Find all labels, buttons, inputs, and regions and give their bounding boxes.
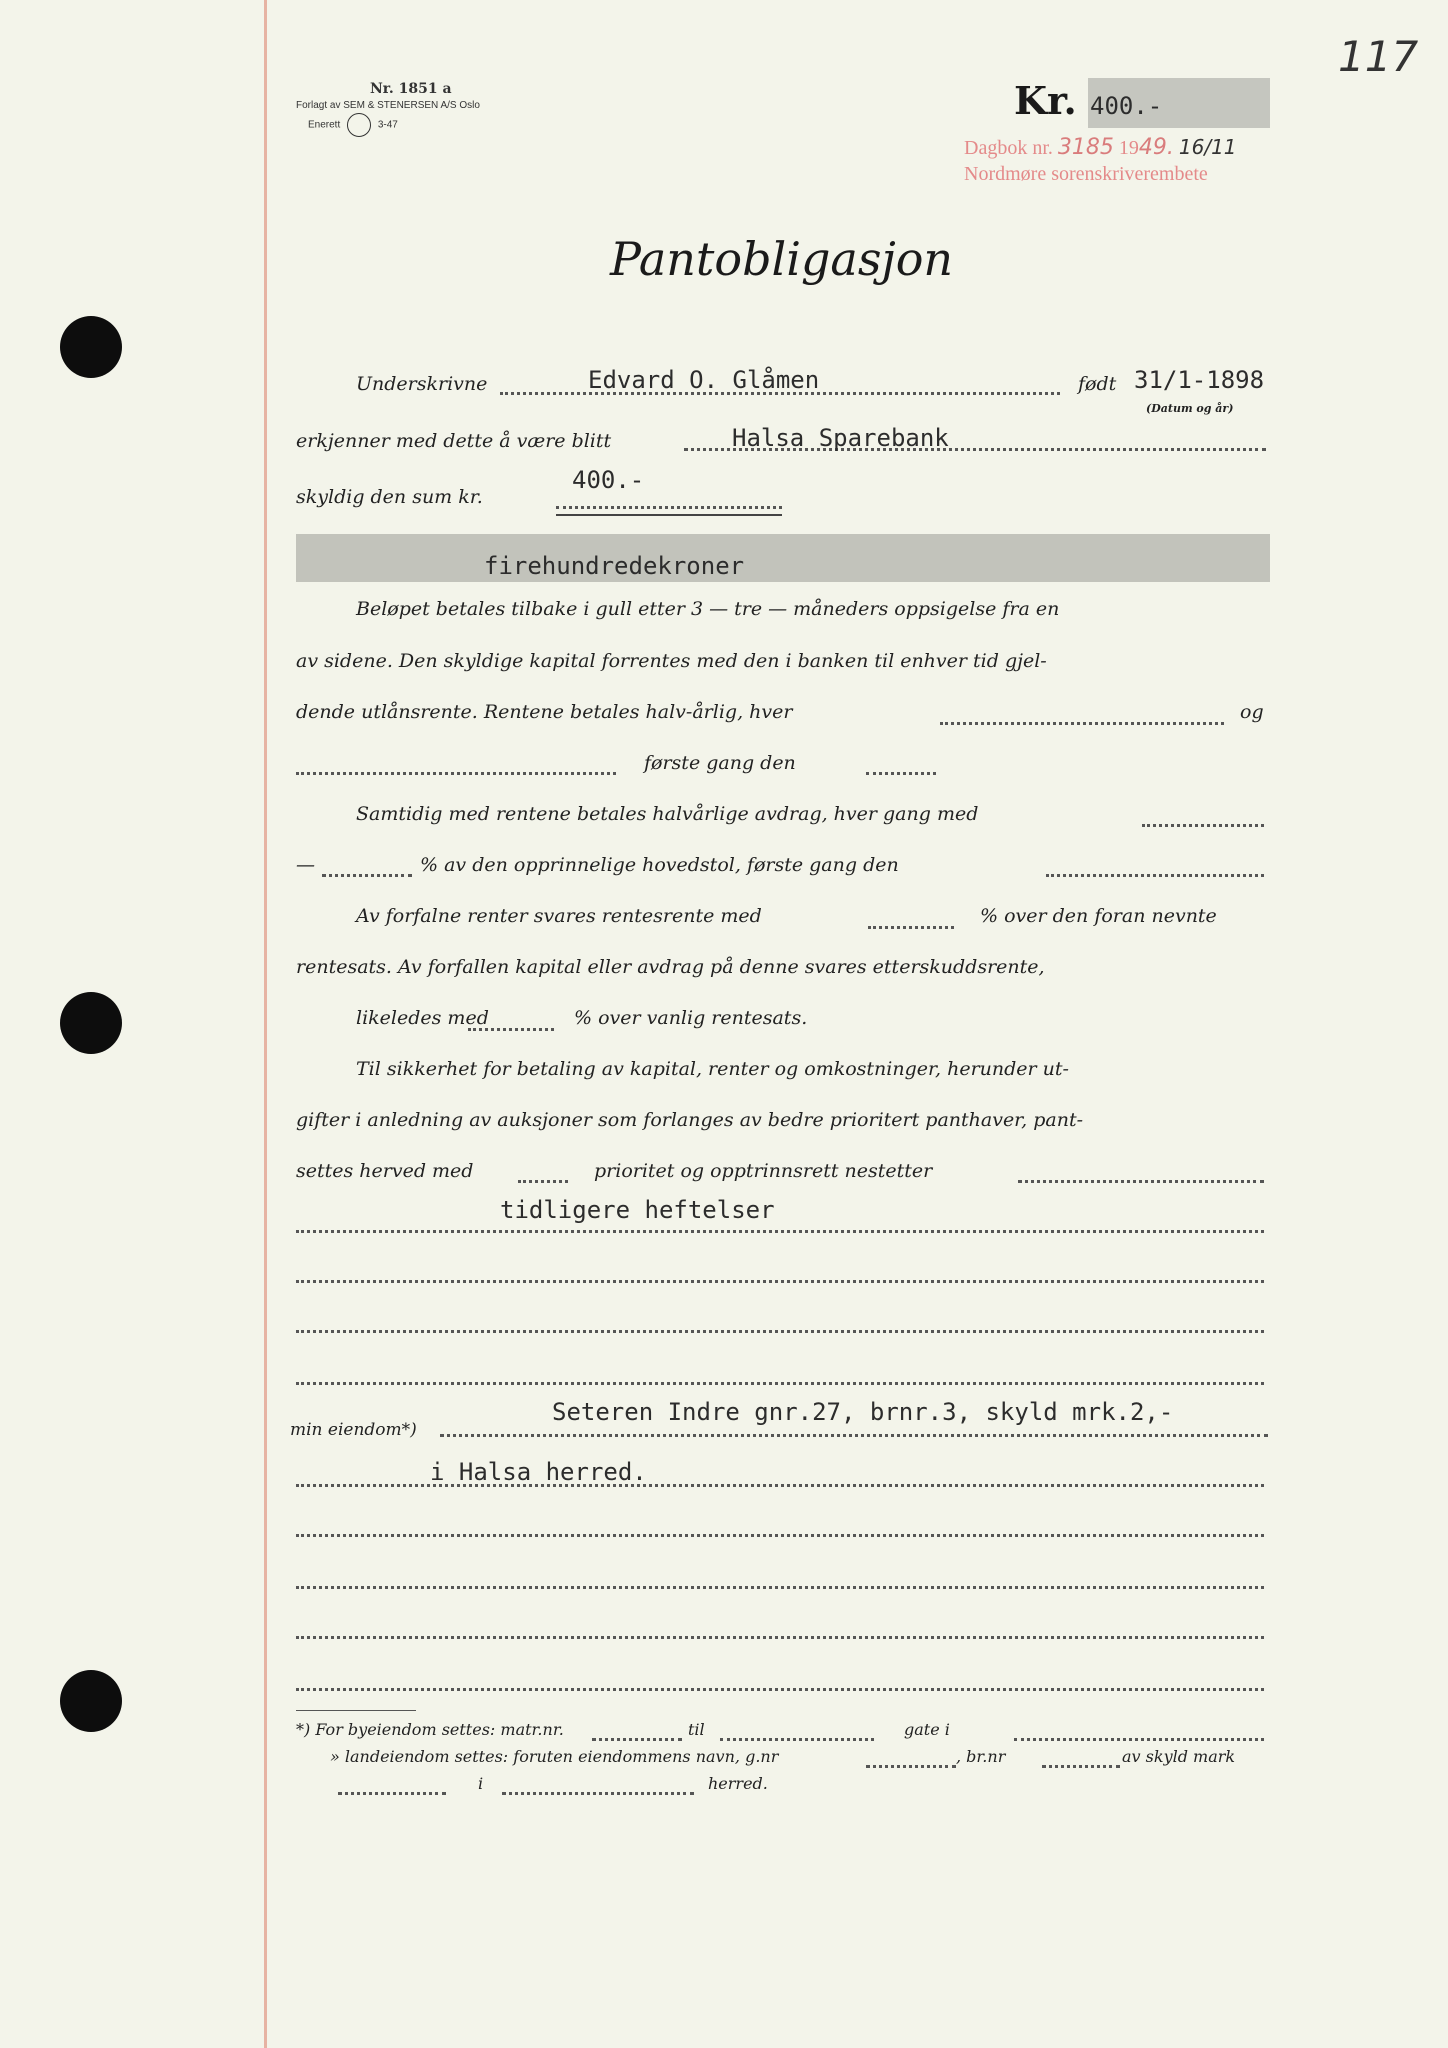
p3-line3b: % over vanlig rentesats. bbox=[574, 1007, 808, 1029]
sum-words-band bbox=[296, 534, 1270, 582]
first-date-value-dotted-line bbox=[866, 772, 936, 775]
footnote-line1c: gate i bbox=[904, 1720, 950, 1739]
punch-hole-bottom bbox=[60, 1670, 122, 1732]
footnote-matr-dots bbox=[592, 1738, 682, 1741]
dagbok-year-suffix: 49. bbox=[1138, 135, 1174, 160]
p1-line2: av sidene. Den skyldige kapital forrentes med den i banken til enhver tid gjel- bbox=[296, 650, 1047, 672]
dagbok-year-prefix: 19 bbox=[1118, 137, 1139, 159]
publisher-line: Forlagt av SEM & STENERSEN A/S Oslo bbox=[296, 100, 480, 111]
page-number: 117 bbox=[1338, 32, 1419, 81]
p4-line3: settes herved med bbox=[296, 1160, 474, 1182]
footnote-gate-dots bbox=[1014, 1738, 1264, 1741]
footnote-line3b: herred. bbox=[708, 1774, 768, 1793]
fodt-label: født bbox=[1078, 373, 1117, 395]
erkjenner-label: erkjenner med dette å være blitt bbox=[296, 430, 612, 452]
blank-line-8 bbox=[296, 1636, 1264, 1639]
skyldig-label: skyldig den sum kr. bbox=[296, 486, 483, 508]
p3-line1b: % over den foran nevnte bbox=[980, 905, 1217, 927]
kr-label: Kr. bbox=[1014, 78, 1077, 123]
blank-line-7 bbox=[296, 1586, 1264, 1589]
blank-line-9 bbox=[296, 1688, 1264, 1691]
punch-hole-top bbox=[60, 316, 122, 378]
publisher-date: 3-47 bbox=[377, 119, 398, 131]
p4-line2: gifter i anledning av auksjoner som forlanges av bedre prioritert panthaver, pant- bbox=[296, 1109, 1084, 1131]
p4-line1: Til sikkerhet for betaling av kapital, renter og omkostninger, herunder ut- bbox=[356, 1058, 1069, 1080]
footnote-rule bbox=[296, 1710, 416, 1711]
p1-line1: Beløpet betales tilbake i gull etter 3 — tre — måneders oppsigelse fra en bbox=[356, 598, 1060, 620]
sum-words: firehundredekroner bbox=[484, 552, 745, 580]
p3-line2: rentesats. Av forfallen kapital eller avdrag på denne svares etterskuddsrente, bbox=[296, 956, 1045, 978]
footnote-line1a: *) For byeiendom settes: matr.nr. bbox=[296, 1720, 564, 1739]
kr-value: 400.- bbox=[1090, 92, 1163, 120]
datum-note: (Datum og år) bbox=[1146, 402, 1234, 415]
p1-line4: første gang den bbox=[644, 752, 796, 774]
footnote-line3a: i bbox=[478, 1774, 484, 1793]
p3-line1: Av forfalne renter svares rentesrente med bbox=[356, 905, 762, 927]
p2-line2: % av den opprinnelige hovedstol, første gang den bbox=[420, 854, 899, 876]
percent-dotted-line bbox=[322, 874, 412, 877]
dagbok-stamp bbox=[964, 134, 1237, 187]
dagbok-date-note: 16/11 bbox=[1178, 135, 1237, 159]
footnote-til-dots bbox=[720, 1738, 874, 1741]
first-date-dotted-line-b bbox=[296, 772, 616, 775]
interest-date-dotted-line bbox=[940, 722, 1224, 725]
document-title: Pantobligasjon bbox=[610, 232, 954, 286]
footnote-i-dots bbox=[502, 1792, 694, 1795]
footnote-mark-dots bbox=[338, 1792, 446, 1795]
blank-line-4 bbox=[296, 1382, 1264, 1385]
underskrivne-value: Edvard O. Glåmen bbox=[588, 366, 820, 394]
eiendom-label: min eiendom*) bbox=[290, 1420, 417, 1440]
p2-dash: — bbox=[296, 854, 315, 876]
form-number: Nr. 1851 a bbox=[370, 81, 452, 97]
p3-line3: likeledes med bbox=[356, 1007, 489, 1029]
blank-line-5 bbox=[296, 1484, 1264, 1487]
footnote-brnr-dots bbox=[1042, 1765, 1120, 1768]
blank-line-1 bbox=[296, 1230, 1264, 1233]
footnote-line2c: av skyld mark bbox=[1122, 1747, 1236, 1766]
margin-line bbox=[264, 0, 267, 2048]
footnote-line1b: til bbox=[688, 1720, 705, 1739]
sum-underline bbox=[556, 514, 782, 516]
eiendom-value-line2: i Halsa herred. bbox=[430, 1458, 647, 1486]
publisher-logo-icon bbox=[347, 113, 371, 137]
stamp-office: Nordmøre sorenskriverembete bbox=[964, 163, 1208, 185]
p1-line3: dende utlånsrente. Rentene betales halv-årlig, hver bbox=[296, 701, 793, 723]
blank-line-2 bbox=[296, 1280, 1264, 1283]
installment-date-dotted-line bbox=[1046, 874, 1264, 877]
p1-line3-og: og bbox=[1240, 701, 1264, 723]
dagbok-number: 3185 bbox=[1057, 135, 1114, 160]
punch-hole-middle bbox=[60, 992, 122, 1054]
dagbok-label: Dagbok nr. bbox=[964, 137, 1053, 159]
nestetter-dotted-line bbox=[1018, 1180, 1264, 1183]
fodt-value: 31/1-1898 bbox=[1134, 366, 1265, 394]
creditor-value: Halsa Sparebank bbox=[732, 424, 949, 452]
sum-value: 400.- bbox=[572, 466, 645, 494]
rentesrente-dotted-line bbox=[868, 926, 954, 929]
publisher-enerett: Enerett bbox=[308, 119, 341, 131]
sum-dotted-line bbox=[556, 506, 782, 509]
footnote-line2a: » landeiendom settes: foruten eiendommens navn, g.nr bbox=[330, 1747, 779, 1766]
p2-line1: Samtidig med rentene betales halvårlige avdrag, hver gang med bbox=[356, 803, 979, 825]
prior-value: tidligere heftelser bbox=[500, 1196, 775, 1224]
publisher-block bbox=[296, 82, 480, 137]
eiendom-value: Seteren Indre gnr.27, brnr.3, skyld mrk.2,- bbox=[552, 1398, 1174, 1426]
footnote-line2b: , br.nr bbox=[956, 1747, 1006, 1766]
p4-line3b: prioritet og opptrinnsrett nestetter bbox=[594, 1160, 933, 1182]
priority-dotted-line bbox=[518, 1180, 568, 1183]
installment-dotted-line bbox=[1142, 824, 1264, 827]
underskrivne-label: Underskrivne bbox=[356, 373, 488, 395]
etterskudd-dotted-line bbox=[468, 1028, 554, 1031]
eiendom-dotted-line bbox=[440, 1434, 1268, 1437]
blank-line-3 bbox=[296, 1330, 1264, 1333]
blank-line-6 bbox=[296, 1534, 1264, 1537]
footnote-gnr-dots bbox=[866, 1765, 956, 1768]
